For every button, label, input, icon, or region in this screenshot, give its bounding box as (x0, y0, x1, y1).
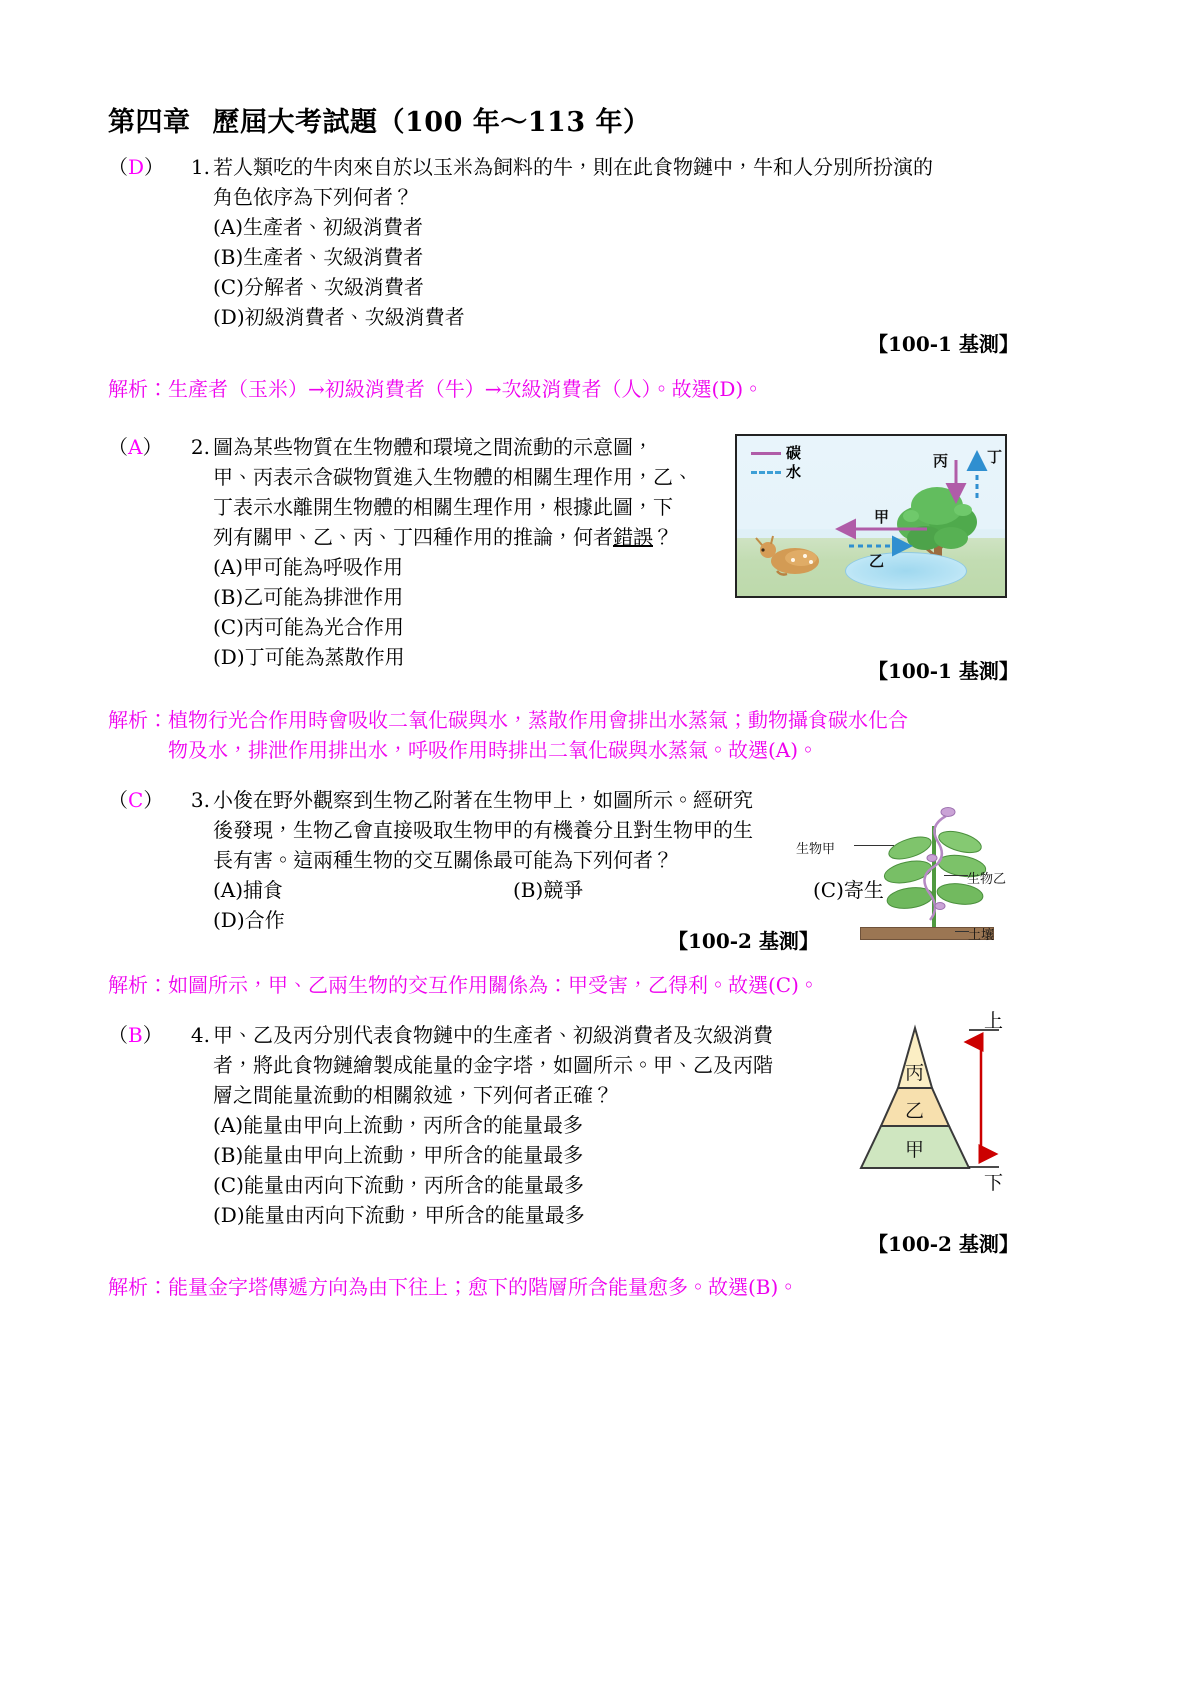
option-a: (A)生產者、初級消費者 (213, 215, 424, 239)
option-b: (B)能量由甲向上流動，甲所含的能量最多 (213, 1143, 584, 1167)
emphasis-underline: 錯誤 (613, 525, 653, 549)
chapter-title-text: 歷屆大考試題 (212, 107, 378, 138)
explanation-3 (108, 970, 819, 1000)
question-1 (108, 152, 933, 332)
question-line: 甲、丙表示含碳物質進入生物體的相關生理作用，乙、 (213, 465, 693, 489)
answer-letter: C (128, 788, 144, 812)
option-c: (C)能量由丙向下流動，丙所含的能量最多 (213, 1173, 584, 1197)
question-line: 甲、乙及丙分別代表食物鏈中的生產者、初級消費者及次級消費 (213, 1023, 773, 1047)
question-line: 者，將此食物鏈繪製成能量的金字塔，如圖所示。甲、乙及丙階 (213, 1053, 773, 1077)
plant-label-jia: 生物甲 (796, 842, 836, 857)
explanation-2 (108, 705, 908, 765)
pyramid-tier-yi: 乙 (905, 1100, 925, 1122)
plant-label-soil: 土壤 (968, 928, 995, 943)
option-d: (D)能量由丙向下流動，甲所含的能量最多 (213, 1203, 585, 1227)
question-line: 長有害。這兩種生物的交互關係最可能為下列何者？ (213, 848, 673, 872)
chapter-prefix: 第四章 (108, 107, 191, 138)
option-d: (D)合作 (213, 908, 285, 932)
pyramid-tier-jia: 甲 (905, 1139, 925, 1161)
question-line: 圖為某些物質在生物體和環境之間流動的示意圖， (213, 435, 653, 459)
source-tag-3: 【100-2 基測】 (668, 929, 819, 953)
flow-arrows (737, 436, 1007, 598)
question-4 (108, 1020, 773, 1230)
page-title (108, 100, 651, 139)
question-line: 層之間能量流動的相關敘述，下列何者正確？ (213, 1083, 613, 1107)
leader-line-soil (955, 931, 969, 932)
pyramid-direction-axis (959, 1010, 1005, 1194)
question-2 (108, 432, 693, 672)
question-body (213, 432, 693, 672)
explanation-label: 解析： (108, 708, 168, 732)
question-body (213, 152, 933, 332)
question-number: 2. (190, 435, 210, 459)
answer-letter: B (128, 1023, 143, 1047)
explanation-text: 物及水，排泄作用排出水，呼吸作用時排出二氧化碳與水蒸氣。故選(A)。 (168, 738, 819, 762)
answer-letter: D (128, 155, 145, 179)
option-c: (C)丙可能為光合作用 (213, 615, 404, 639)
explanation-1 (108, 374, 763, 404)
leader-line-yi (944, 875, 968, 876)
figure-label-yi: 乙 (869, 552, 885, 570)
question-3 (108, 785, 1191, 935)
option-b: (B)競爭 (513, 878, 584, 902)
answer-box-1: （D） (108, 155, 165, 179)
explanation-label: 解析： (108, 377, 168, 401)
option-d: (D)丁可能為蒸散作用 (213, 645, 405, 669)
direction-arrow (959, 1022, 1005, 1174)
source-tag-4: 【100-2 基測】 (868, 1232, 1019, 1256)
question-number: 1. (190, 155, 210, 179)
answer-box-4: （B） (108, 1023, 163, 1047)
explanation-4 (108, 1272, 798, 1302)
explanation-text: 生產者（玉米）→初級消費者（牛）→次級消費者（人）。故選(D)。 (168, 377, 764, 401)
figure-label-jia: 甲 (874, 508, 890, 526)
source-tag-2: 【100-1 基測】 (868, 659, 1019, 683)
pyramid-tier-bing: 丙 (905, 1062, 925, 1084)
figure-carbon-water-cycle (735, 434, 1007, 598)
explanation-label: 解析： (108, 973, 168, 997)
question-line: 丁表示水離開生物體的相關生理作用，根據此圖，下 (213, 495, 673, 519)
leader-line-jia (854, 845, 894, 846)
option-d: (D)初級消費者、次級消費者 (213, 305, 465, 329)
question-body (213, 1020, 773, 1230)
pyramid-label-bottom: 下 (983, 1172, 1003, 1194)
question-line: 若人類吃的牛肉來自於以玉米為飼料的牛，則在此食物鏈中，牛和人分別所扮演的 (213, 155, 933, 179)
question-line: 後發現，生物乙會直接吸取生物甲的有機養分且對生物甲的生 (213, 818, 753, 842)
question-line: 列有關甲、乙、丙、丁四種作用的推論，何者錯誤？ (213, 525, 673, 549)
answer-box-2: （A） (108, 435, 163, 459)
figure-label-ding: 丁 (987, 448, 1003, 466)
option-b: (B)乙可能為排泄作用 (213, 585, 404, 609)
plant-label-yi: 生物乙 (967, 872, 1007, 887)
question-number: 3. (190, 788, 210, 812)
question-line: 小俊在野外觀察到生物乙附著在生物甲上，如圖所示。經研究 (213, 788, 753, 812)
option-b: (B)生產者、次級消費者 (213, 245, 424, 269)
chapter-year-range: （100 年～113 年） (377, 107, 651, 138)
legend-label-carbon: 碳 (786, 444, 802, 462)
option-c: (C)寄生 (813, 878, 884, 902)
explanation-text: 植物行光合作用時會吸收二氧化碳與水，蒸散作用會排出水蒸氣；動物攝食碳水化合 (168, 708, 908, 732)
figure-energy-pyramid (855, 1010, 1005, 1194)
option-c: (C)分解者、次級消費者 (213, 275, 424, 299)
figure-label-bing: 丙 (933, 452, 949, 470)
explanation-text: 如圖所示，甲、乙兩生物的交互作用關係為：甲受害，乙得利。故選(C)。 (168, 973, 819, 997)
question-number: 4. (190, 1023, 210, 1047)
pyramid-label-top: 上 (983, 1010, 1003, 1032)
source-tag-1: 【100-1 基測】 (868, 332, 1019, 356)
option-a: (A)甲可能為呼吸作用 (213, 555, 404, 579)
question-line: 角色依序為下列何者？ (213, 185, 413, 209)
answer-box-3: （C） (108, 788, 164, 812)
legend-label-water: 水 (786, 463, 802, 481)
explanation-text: 能量金字塔傳遞方向為由下往上；愈下的階層所含能量愈多。故選(B)。 (168, 1275, 799, 1299)
answer-letter: A (128, 435, 143, 459)
option-a: (A)能量由甲向上流動，丙所含的能量最多 (213, 1113, 584, 1137)
question-body (213, 785, 1191, 935)
explanation-label: 解析： (108, 1275, 168, 1299)
option-a: (A)捕食 (213, 878, 284, 902)
